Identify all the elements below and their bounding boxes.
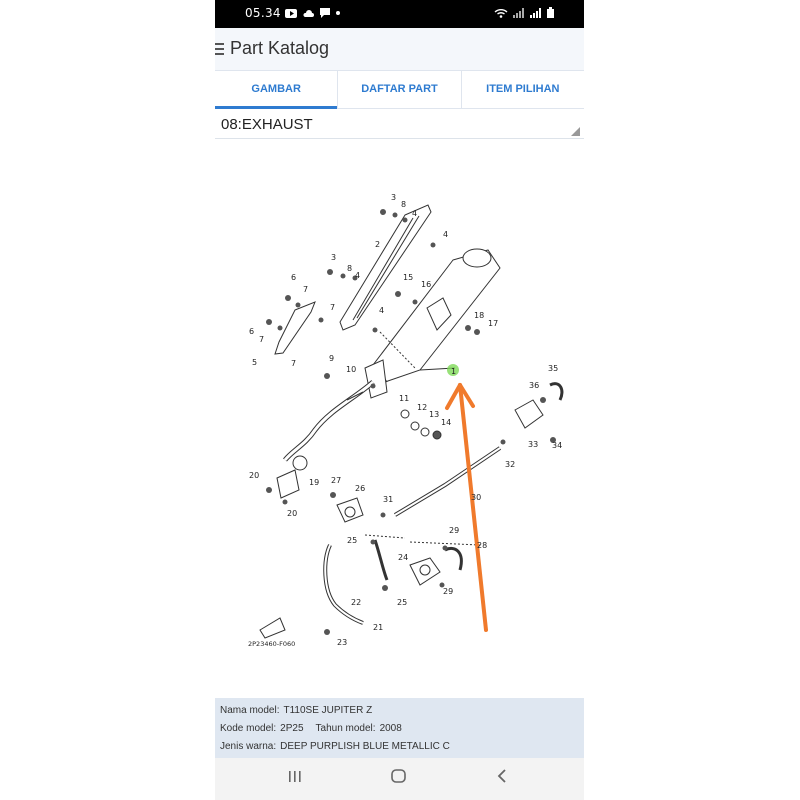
part-label: 4: [412, 209, 418, 218]
section-select[interactable]: [215, 110, 584, 139]
model-year-value: 2008: [379, 723, 402, 734]
part-label: 3: [331, 253, 337, 262]
part-label: 11: [399, 394, 410, 403]
part-label: 15: [403, 273, 414, 282]
part-label: 5: [252, 358, 258, 367]
part-label: 16: [421, 280, 432, 289]
part-label: 9: [329, 354, 335, 363]
part-label: 36: [529, 381, 540, 390]
exhaust-parts-diagram[interactable]: [215, 160, 584, 680]
part-label: 2: [375, 240, 381, 249]
dot-icon: [336, 11, 340, 15]
model-code-value: 2P25: [280, 723, 304, 734]
part-label: 10: [346, 365, 357, 374]
status-time: 05.34: [245, 6, 281, 20]
notification-icons: [285, 8, 340, 18]
part-label: 29: [443, 587, 454, 596]
part-label: 26: [355, 484, 366, 493]
part-label: 33: [528, 440, 539, 449]
part-label: 24: [398, 553, 409, 562]
wifi-icon: [494, 8, 508, 18]
home-icon[interactable]: [390, 768, 408, 784]
part-label: 21: [373, 623, 384, 632]
recent-apps-icon[interactable]: [287, 768, 303, 784]
tab-item-pilihan[interactable]: ITEM PILIHAN: [486, 83, 560, 95]
part-label: 34: [552, 441, 563, 450]
part-label: 28: [477, 541, 488, 550]
part-label: 6: [291, 273, 297, 282]
part-label: 7: [303, 285, 309, 294]
part-label: 25: [347, 536, 358, 545]
part-label: 20: [249, 471, 260, 480]
hamburger-menu-icon[interactable]: [215, 43, 224, 55]
part-label: 7: [291, 359, 297, 368]
section-select-value: 08:EXHAUST: [221, 116, 313, 133]
part-label: 17: [488, 319, 499, 328]
part-label: 18: [474, 311, 485, 320]
part-label: 30: [471, 493, 482, 502]
model-year-label: Tahun model:: [315, 723, 376, 734]
part-label: 7: [259, 335, 265, 344]
back-icon[interactable]: [495, 768, 509, 784]
part-label: 32: [505, 460, 516, 469]
page-title: Part Katalog: [230, 38, 330, 58]
part-label: 4: [443, 230, 449, 239]
model-code-label: Kode model:: [220, 723, 277, 734]
part-label: 29: [449, 526, 460, 535]
color-row: [220, 741, 462, 752]
model-name-value: T110SE JUPITER Z: [283, 705, 373, 716]
part-label: 7: [330, 303, 336, 312]
app-bar: [215, 28, 584, 70]
battery-icon: [547, 7, 554, 18]
part-label: 14: [441, 418, 452, 427]
diagram-drawing: [260, 205, 562, 638]
phone-screen: [215, 0, 584, 800]
part-label: 22: [351, 598, 362, 607]
part-label: 6: [249, 327, 255, 336]
diagram-reference-code: 2P23460-F060: [248, 640, 296, 648]
chat-icon: [320, 8, 330, 18]
signal-icon: [513, 8, 525, 18]
part-label: 35: [548, 364, 559, 373]
part-label: 1: [451, 367, 457, 376]
part-label: 12: [417, 403, 428, 412]
model-code-row: [220, 723, 414, 734]
tab-gambar[interactable]: GAMBAR: [215, 71, 338, 108]
dropdown-corner-icon: [571, 127, 580, 136]
part-label: 23: [337, 638, 348, 647]
status-bar: [215, 0, 584, 28]
system-icons: [494, 7, 554, 18]
model-name-row: [220, 705, 384, 716]
model-name-label: Nama model:: [220, 705, 280, 716]
part-label: 8: [401, 200, 407, 209]
part-label: 8: [347, 264, 353, 273]
color-label: Jenis warna:: [220, 741, 277, 752]
tab-bar: [215, 70, 584, 109]
part-label: 3: [391, 193, 397, 202]
cloud-icon: [303, 9, 314, 18]
color-value: DEEP PURPLISH BLUE METALLIC C: [280, 741, 450, 752]
model-info-panel: [215, 698, 584, 758]
tab-daftar-part[interactable]: DAFTAR PART: [338, 71, 461, 108]
part-label: 19: [309, 478, 320, 487]
youtube-icon: [285, 9, 297, 18]
part-label: 31: [383, 495, 394, 504]
signal-icon-2: [530, 8, 542, 18]
part-number-labels: [248, 193, 562, 648]
part-label: 25: [397, 598, 408, 607]
part-label: 4: [355, 271, 361, 280]
part-label: 4: [379, 306, 385, 315]
part-label: 27: [331, 476, 342, 485]
system-nav-bar: [215, 758, 584, 800]
part-label: 13: [429, 410, 440, 419]
part-label: 20: [287, 509, 298, 518]
